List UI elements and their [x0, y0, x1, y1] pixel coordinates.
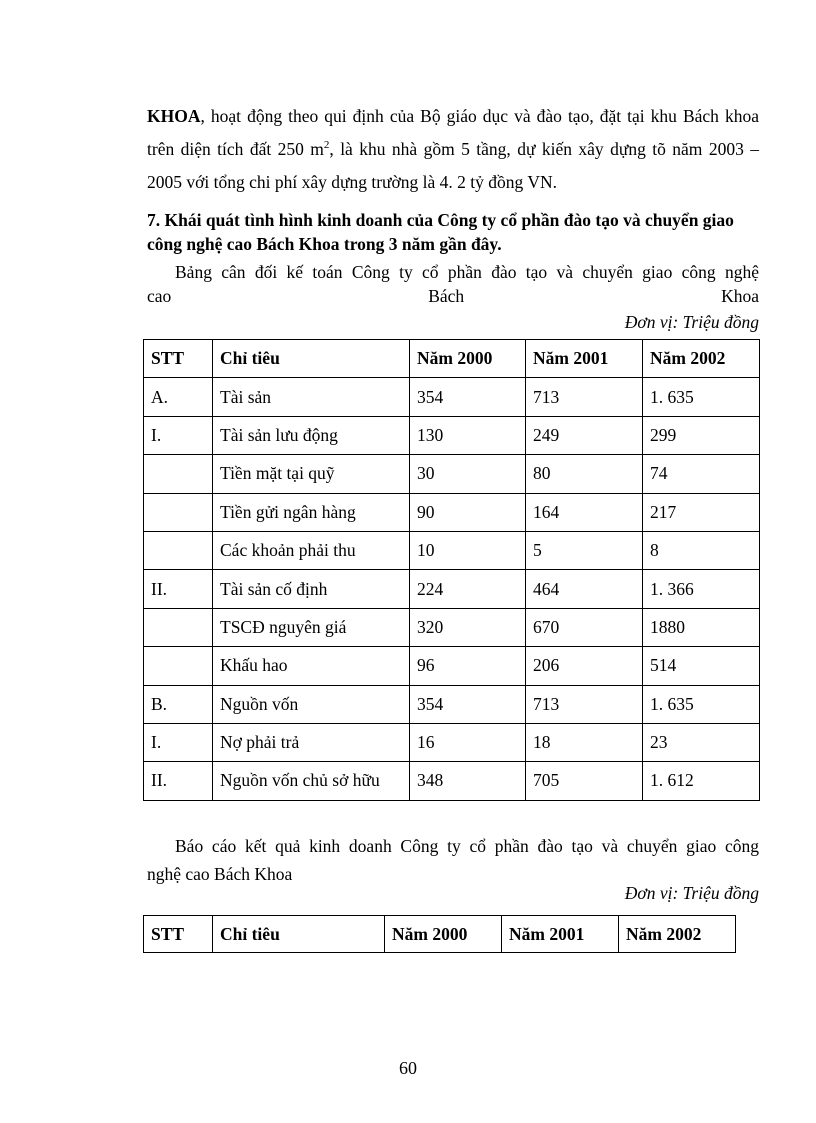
- table-cell: Tài sản: [213, 378, 410, 416]
- table-cell: 16: [410, 723, 526, 761]
- table-cell: Tài sản cố định: [213, 570, 410, 608]
- income-intro-line1: Báo cáo kết quả kinh doanh Công ty cổ phần đào tạo và chuyển giao công: [175, 836, 759, 856]
- table-cell: A.: [144, 378, 213, 416]
- income-statement-unit: Đơn vị: Triệu đồng: [624, 883, 759, 903]
- paragraph-text-2: , là khu nhà gồm 5 tầng, dự kiến xây dựng tõ năm 2003 – 2005 với tổng chi phí xây dựng trường là 4. 2 tỷ đồng VN.: [147, 139, 759, 192]
- intro-paragraph: [147, 100, 759, 199]
- table-cell: 670: [526, 608, 643, 646]
- table-cell: Nguồn vốn: [213, 685, 410, 723]
- table-cell: 224: [410, 570, 526, 608]
- table-cell: 713: [526, 685, 643, 723]
- intro-word: Bách: [428, 286, 465, 306]
- table-cell: 354: [410, 685, 526, 723]
- table-cell: 23: [643, 723, 760, 761]
- table-cell: 18: [526, 723, 643, 761]
- table-cell: 96: [410, 647, 526, 685]
- table-cell: [144, 647, 213, 685]
- table-cell: 164: [526, 493, 643, 531]
- table-header-row: [144, 916, 736, 953]
- table-cell: TSCĐ nguyên giá: [213, 608, 410, 646]
- table-cell: I.: [144, 416, 213, 454]
- table-row: [144, 685, 760, 723]
- balance-sheet-body: [144, 378, 760, 800]
- intro-word: Khoa: [721, 286, 759, 306]
- table-cell: B.: [144, 685, 213, 723]
- table-cell: II.: [144, 570, 213, 608]
- table-cell: [144, 455, 213, 493]
- table-cell: Các khoản phải thu: [213, 531, 410, 569]
- table-cell: 80: [526, 455, 643, 493]
- table-cell: 30: [410, 455, 526, 493]
- table-cell: 514: [643, 647, 760, 685]
- table-cell: Nguồn vốn chủ sở hữu: [213, 762, 410, 800]
- table-cell: 1. 635: [643, 378, 760, 416]
- income-statement-table: [143, 915, 736, 953]
- table-row: [144, 378, 760, 416]
- table-cell: 10: [410, 531, 526, 569]
- table-cell: [144, 608, 213, 646]
- paragraph-text-1: , hoạt động theo qui định của Bộ giáo dục và đào tạo, đặt tại khu Bách khoa trên diện tích đất 250 m: [147, 106, 759, 159]
- table-cell: 1880: [643, 608, 760, 646]
- income-intro-line2: nghệ cao Bách Khoa: [147, 864, 293, 884]
- table-cell: 8: [643, 531, 760, 569]
- table-cell: [144, 493, 213, 531]
- table-cell: 464: [526, 570, 643, 608]
- table-row: [144, 762, 760, 800]
- table-cell: 206: [526, 647, 643, 685]
- table-row: [144, 608, 760, 646]
- table-cell: [144, 531, 213, 569]
- section-heading: 7. Khái quát tình hình kinh doanh của Công ty cổ phần đào tạo và chuyển giao công nghệ cao Bách Khoa trong 3 năm gần đây.: [147, 210, 734, 254]
- income-statement-intro: [147, 832, 759, 888]
- page-number: 60: [399, 1058, 417, 1078]
- table-cell: 1. 366: [643, 570, 760, 608]
- intro-word: cao: [147, 286, 172, 306]
- table-cell: 130: [410, 416, 526, 454]
- header-cell: STT: [144, 916, 213, 953]
- table-cell: 217: [643, 493, 760, 531]
- table-cell: 354: [410, 378, 526, 416]
- header-cell: Năm 2000: [410, 340, 526, 378]
- table-cell: 1. 635: [643, 685, 760, 723]
- table-cell: 713: [526, 378, 643, 416]
- table-cell: 705: [526, 762, 643, 800]
- balance-sheet-intro-line1: Bảng cân đối kế toán Công ty cổ phần đào tạo và chuyển giao công nghệ: [175, 262, 759, 282]
- table-cell: 74: [643, 455, 760, 493]
- table-cell: 348: [410, 762, 526, 800]
- header-cell: STT: [144, 340, 213, 378]
- table-cell: Tiền mặt tại quỹ: [213, 455, 410, 493]
- table-cell: Nợ phải trả: [213, 723, 410, 761]
- header-cell: Chỉ tiêu: [213, 916, 385, 953]
- header-cell: Năm 2001: [526, 340, 643, 378]
- table-cell: 320: [410, 608, 526, 646]
- table-row: [144, 531, 760, 569]
- table-cell: 1. 612: [643, 762, 760, 800]
- balance-sheet-table: [143, 339, 760, 801]
- balance-sheet-intro: [147, 260, 759, 308]
- table-row: [144, 647, 760, 685]
- paragraph-bold-start: KHOA: [147, 106, 201, 126]
- table-cell: 249: [526, 416, 643, 454]
- table-row: [144, 723, 760, 761]
- table-row: [144, 416, 760, 454]
- balance-sheet-unit: Đơn vị: Triệu đồng: [624, 312, 759, 332]
- table-cell: Khấu hao: [213, 647, 410, 685]
- paragraph-superscript: 2: [323, 139, 330, 152]
- table-cell: Tài sản lưu động: [213, 416, 410, 454]
- table-row: [144, 493, 760, 531]
- header-cell: Năm 2001: [502, 916, 619, 953]
- table-cell: 5: [526, 531, 643, 569]
- table-cell: Tiền gửi ngân hàng: [213, 493, 410, 531]
- table-cell: I.: [144, 723, 213, 761]
- table-cell: 90: [410, 493, 526, 531]
- header-cell: Năm 2002: [619, 916, 736, 953]
- table-row: [144, 570, 760, 608]
- balance-sheet-intro-line2: [147, 284, 759, 308]
- header-cell: Năm 2002: [643, 340, 760, 378]
- table-row: [144, 455, 760, 493]
- table-cell: 299: [643, 416, 760, 454]
- header-cell: Năm 2000: [385, 916, 502, 953]
- header-cell: Chỉ tiêu: [213, 340, 410, 378]
- table-header-row: [144, 340, 760, 378]
- table-cell: II.: [144, 762, 213, 800]
